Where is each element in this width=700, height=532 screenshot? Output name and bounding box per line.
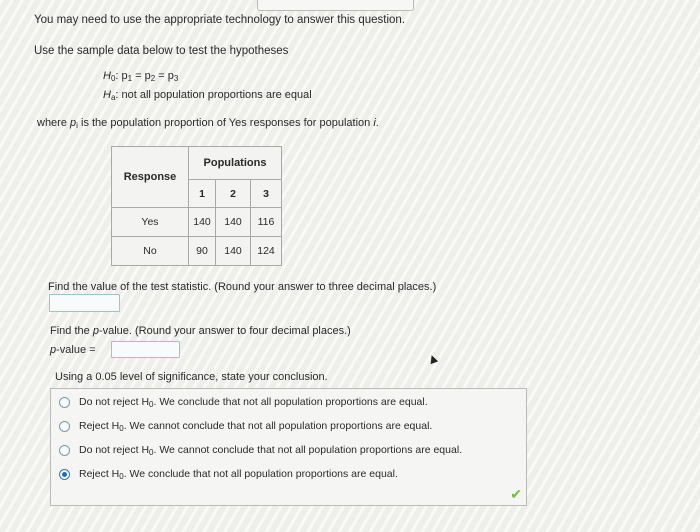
previous-answer-box[interactable] [257, 0, 414, 11]
table-row [112, 208, 282, 237]
population-label: 1 [189, 180, 216, 208]
choice-label: Reject $H_0$. We cannot conclude that not all population proportions are equal. [79, 420, 433, 433]
instruction-text: Use the sample data below to test the hypotheses [34, 45, 289, 57]
choice-label: Reject $H_0$. We conclude that not all population proportions are equal. [79, 468, 398, 481]
table-cell: 140 [216, 208, 251, 237]
table-cell: 116 [251, 208, 282, 237]
data-table [111, 146, 282, 266]
radio-button[interactable] [59, 445, 70, 456]
table-cell: 90 [189, 237, 216, 266]
check-icon: ✔ [510, 486, 522, 502]
table-row [112, 237, 282, 266]
table-cell: 124 [251, 237, 282, 266]
choice-label: Do not reject $H_0$. We cannot conclude that not all population proportions are equal. [79, 444, 463, 457]
where-text: where $p_i$ is the population proportion of Yes responses for population i. [37, 117, 379, 130]
row-label: Yes [112, 208, 189, 237]
pvalue-label: p-value = [50, 344, 96, 356]
population-label: 2 [216, 180, 251, 208]
alternative-hypothesis: $H_a$: not all population proportions are equal [103, 89, 312, 102]
null-hypothesis: $H_0$: $p_1 = p_2 = p_3$ [103, 70, 179, 83]
mouse-cursor-icon [428, 354, 438, 364]
table-cell: 140 [216, 237, 251, 266]
conclusion-question: Using a 0.05 level of significance, state your conclusion. [55, 371, 328, 383]
intro-text: You may need to use the appropriate technology to answer this question. [34, 14, 406, 26]
radio-button-selected[interactable] [59, 469, 70, 480]
test-statistic-question: Find the value of the test statistic. (Round your answer to three decimal places.) [48, 281, 437, 293]
response-header: Response [112, 147, 189, 208]
table-cell: 140 [189, 208, 216, 237]
choice-label: Do not reject $H_0$. We conclude that not all population proportions are equal. [79, 396, 428, 409]
test-statistic-input[interactable] [49, 294, 120, 312]
row-label: No [112, 237, 189, 266]
pvalue-question: Find the p-value. (Round your answer to four decimal places.) [50, 325, 351, 337]
radio-button[interactable] [59, 397, 70, 408]
population-label: 3 [251, 180, 282, 208]
radio-button[interactable] [59, 421, 70, 432]
pvalue-input[interactable] [111, 341, 180, 358]
populations-header: Populations [189, 147, 282, 180]
conclusion-choices [50, 388, 527, 506]
